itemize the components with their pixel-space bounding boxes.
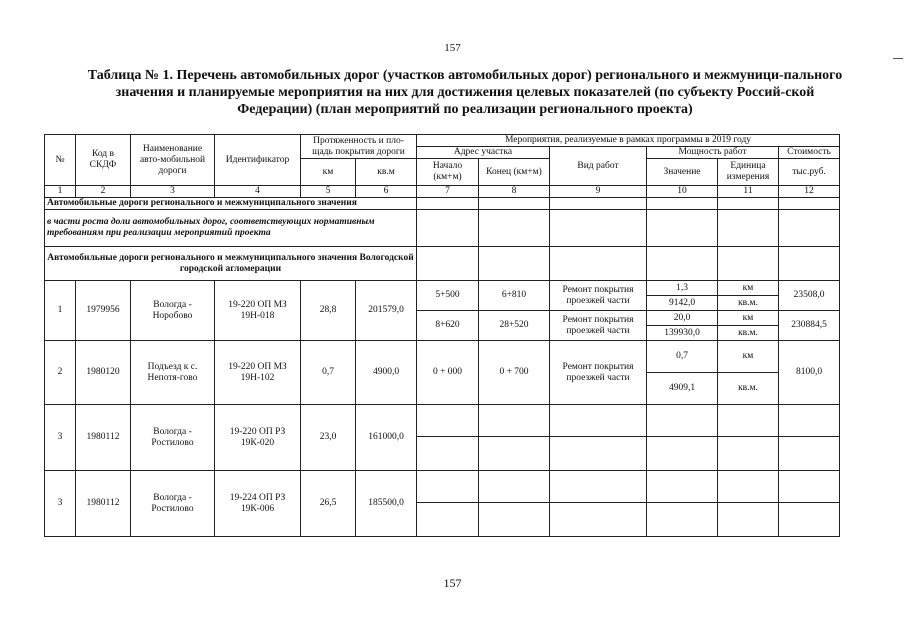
table-row [45,341,840,373]
column-number: 2 [76,186,131,198]
header-capacity: Мощность работ [647,147,779,159]
segment-value-sqm: 139930,0 [647,326,718,341]
section-agglomeration: Автомобильные дороги регионального и межмуниципального значения Вологодской городской агломерации [45,247,417,281]
table-row [45,471,840,503]
column-number: 11 [718,186,779,198]
segment-start: 8+620 [417,311,479,341]
segment-end: 28+520 [479,311,550,341]
row-road-name: Вологда - Норобово [131,281,215,341]
segment-end: 0 + 700 [479,341,550,405]
header-sqm: кв.м [356,159,417,186]
header-code: Код в СКДФ [76,135,131,186]
row-num: 3 [45,471,76,537]
header-unit: Единица измерения [718,159,779,186]
row-identifier: 19-220 ОП РЗ 19К-020 [215,405,301,471]
row-code: 1979956 [76,281,131,341]
segment-work: Ремонт покрытия проезжей части [550,341,647,405]
segment-start: 5+500 [417,281,479,311]
header-work-type: Вид работ [550,147,647,186]
row-num: 2 [45,341,76,405]
column-number: 9 [550,186,647,198]
segment-value-km: 20,0 [647,311,718,326]
column-number: 8 [479,186,550,198]
header-road-name: Наименование авто-мобильной дороги [131,135,215,186]
page-number-top: 157 [444,42,461,54]
column-number: 1 [45,186,76,198]
segment-work: Ремонт покрытия проезжей части [550,281,647,311]
segment-value-km: 1,3 [647,281,718,296]
column-number: 10 [647,186,718,198]
row-code: 1980120 [76,341,131,405]
row-road-name: Вологда - Ростилово [131,471,215,537]
column-number: 3 [131,186,215,198]
segment-cost: 23508,0 [779,281,840,311]
segment-cost: 8100,0 [779,341,840,405]
row-km: 0,7 [301,341,356,405]
row-code: 1980112 [76,405,131,471]
segment-start: 0 + 000 [417,341,479,405]
row-sqm: 161000,0 [356,405,417,471]
row-km: 28,8 [301,281,356,341]
column-number: 6 [356,186,417,198]
row-sqm: 201579,0 [356,281,417,341]
column-number: 7 [417,186,479,198]
scan-edge-mark [893,58,903,59]
row-code: 1980112 [76,471,131,537]
header-cost: Стоимость [779,147,840,159]
segment-unit-sqm: кв.м. [718,296,779,311]
segment-cost: 230884,5 [779,311,840,341]
row-identifier: 19-224 ОП РЗ 19К-006 [215,471,301,537]
header-address: Адрес участка [417,147,550,159]
segment-value-sqm: 4909,1 [647,373,718,405]
header-km: км [301,159,356,186]
segment-end: 6+810 [479,281,550,311]
table-title: Таблица № 1. Перечень автомобильных дорог (участков автомобильных дорог) регионального и межмуници-пального значения и планируемые мероприятия на них для достижения целевых показателей (по субъекту Россий-ской Федерации) (план мероприятий по реализации регионального проекта) [87,68,843,117]
segment-unit-km: км [718,311,779,326]
column-number: 12 [779,186,840,198]
subsection-norms: в части роста доли автомобильных дорог, соответствующих нормативным требованиям при реализации мероприятий проекта [45,210,417,247]
header-cost-unit: тыс.руб. [779,159,840,186]
row-sqm: 185500,0 [356,471,417,537]
column-number: 4 [215,186,301,198]
header-num: № [45,135,76,186]
header-start: Начало (км+м) [417,159,479,186]
header-length-area: Протяженность и пло-щадь покрытия дороги [301,135,417,159]
row-identifier: 19-220 ОП МЗ 19Н-018 [215,281,301,341]
row-road-name: Подъезд к с. Непотя-гово [131,341,215,405]
section-row [45,247,840,281]
roads-table [44,134,840,537]
header-end: Конец (км+м) [479,159,550,186]
row-sqm: 4900,0 [356,341,417,405]
table-row [45,405,840,437]
segment-unit-km: км [718,341,779,373]
row-identifier: 19-220 ОП МЗ 19Н-102 [215,341,301,405]
header-identifier: Идентификатор [215,135,301,186]
subsection-row [45,210,840,247]
column-numbers-row [45,186,840,198]
header-value: Значение [647,159,718,186]
segment-value-km: 0,7 [647,341,718,373]
page-number-bottom: 157 [443,576,462,590]
row-num: 1 [45,281,76,341]
segment-value-sqm: 9142,0 [647,296,718,311]
segment-unit-sqm: кв.м. [718,373,779,405]
table-row [45,281,840,296]
header-activities: Мероприятия, реализуемые в рамках программы в 2019 году [417,135,840,147]
segment-unit-sqm: кв.м. [718,326,779,341]
section-regional: Автомобильные дороги регионального и межмуниципального значения [45,198,417,210]
segment-work: Ремонт покрытия проезжей части [550,311,647,341]
row-road-name: Вологда - Ростилово [131,405,215,471]
row-num: 3 [45,405,76,471]
row-km: 23,0 [301,405,356,471]
segment-unit-km: км [718,281,779,296]
section-row [45,198,840,210]
row-km: 26,5 [301,471,356,537]
column-number: 5 [301,186,356,198]
